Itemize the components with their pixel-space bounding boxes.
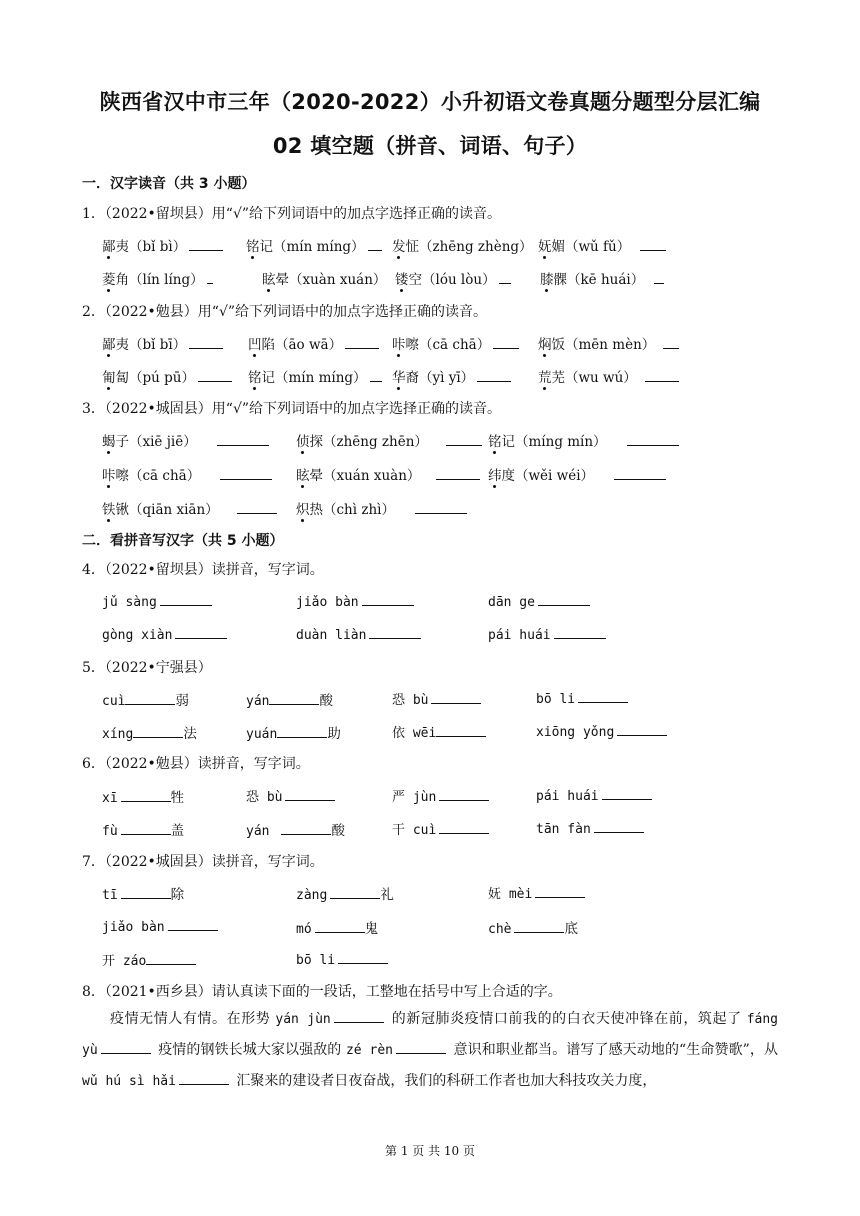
answer-blank[interactable] xyxy=(370,368,382,382)
word-item: 焖饭（mēn mèn） xyxy=(538,333,682,353)
pinyin-item: xíng 法 xyxy=(102,726,197,742)
word-item: 眩晕（xuàn xuán） xyxy=(262,268,386,288)
pinyin-item: jǔ sàng xyxy=(102,592,215,610)
answer-blank[interactable] xyxy=(362,592,414,606)
question-1-stem: 1．（2022•留坝县）用“√”给下列词语中的加点字选择正确的读音。 xyxy=(82,206,502,222)
word-item: 镂空（lóu lòu） xyxy=(395,268,514,288)
word-item: 鄙夷（bǐ bī） xyxy=(102,333,226,353)
question-5-row-2 xyxy=(0,722,860,742)
pinyin-item: 妩 mèi xyxy=(488,883,588,902)
answer-blank[interactable] xyxy=(439,820,489,834)
pinyin-item: tān fàn xyxy=(536,819,647,837)
answer-blank[interactable] xyxy=(217,432,269,446)
pinyin-item: bō li xyxy=(296,950,391,968)
question-7-row-3 xyxy=(0,950,860,970)
answer-blank[interactable] xyxy=(439,787,489,801)
answer-blank[interactable] xyxy=(446,432,482,446)
answer-blank[interactable] xyxy=(368,237,382,251)
answer-blank[interactable] xyxy=(617,722,667,736)
answer-blank[interactable] xyxy=(645,368,679,382)
answer-blank[interactable] xyxy=(602,786,652,800)
pinyin-item: duàn liàn xyxy=(296,625,424,643)
answer-blank[interactable] xyxy=(220,466,272,480)
question-4-row-2 xyxy=(0,625,860,645)
answer-blank[interactable] xyxy=(640,237,666,251)
question-7-row-2 xyxy=(0,917,860,937)
pinyin-item: zàng 礼 xyxy=(296,887,394,903)
answer-blank[interactable] xyxy=(554,625,606,639)
word-item: 匍匐（pú pū） xyxy=(102,366,235,386)
answer-blank[interactable] xyxy=(436,466,480,480)
answer-blank[interactable] xyxy=(614,466,666,480)
word-item: 妩媚（wǔ fǔ） xyxy=(538,235,669,255)
answer-blank[interactable] xyxy=(207,270,213,284)
answer-blank[interactable] xyxy=(121,885,171,899)
question-3-row-1 xyxy=(0,430,860,450)
answer-blank[interactable] xyxy=(431,690,481,704)
pinyin-item: dān ge xyxy=(488,592,593,610)
pinyin-item: xiōng yǒng xyxy=(536,722,670,740)
pinyin-item: 恐 bù xyxy=(246,786,338,805)
word-item: 铁锹（qiān xiān） xyxy=(102,498,280,518)
question-4-row-1 xyxy=(0,592,860,612)
answer-blank[interactable] xyxy=(269,691,319,705)
section-heading-1: 一．汉字读音（共 3 小题） xyxy=(82,176,256,192)
question-6-row-2 xyxy=(0,819,860,839)
question-7-row-1 xyxy=(0,883,860,903)
answer-blank[interactable] xyxy=(125,691,175,705)
question-7-stem: 7．（2022•城固县）读拼音，写字词。 xyxy=(82,854,324,870)
answer-blank[interactable] xyxy=(514,919,564,933)
pinyin-item: 严 jùn xyxy=(392,786,492,805)
answer-blank[interactable] xyxy=(369,625,421,639)
word-item: 眩晕（xuán xuàn） xyxy=(296,464,483,484)
doc-subtitle: 02 填空题（拼音、词语、句子） xyxy=(272,134,588,158)
doc-title: 陕西省汉中市三年（2020-2022）小升初语文卷真题分题型分层汇编 xyxy=(99,90,761,114)
pinyin-item: cuì 弱 xyxy=(102,693,189,709)
answer-blank[interactable] xyxy=(160,592,212,606)
pinyin-item: xī 牲 xyxy=(102,790,185,806)
question-2-row-2 xyxy=(0,366,860,386)
question-8-paragraph: 疫情无情人有情。在形势 yán jùn 的新冠肺炎疫情口前我的的白衣天使冲锋在前，筑起了 fáng yù 疫情的钢铁长城大家以强敌的 zé rèn 意识和职业都当。谱写了感天动地的“生命赞歌”，从 wǔ hú sì hǎi 汇聚来的建设者日夜奋战，我们的科研工作者也加大科技攻关力度， xyxy=(82,1011,779,1089)
question-1-row-2 xyxy=(0,268,860,288)
answer-blank[interactable] xyxy=(175,625,227,639)
pinyin-item: bō li xyxy=(536,689,631,707)
pinyin-item: mó 鬼 xyxy=(296,921,379,937)
answer-blank[interactable] xyxy=(121,788,171,802)
answer-blank[interactable] xyxy=(179,1071,229,1085)
pinyin-item: 开 záo xyxy=(102,950,199,969)
word-item: 炽热（chì zhì） xyxy=(296,498,470,518)
pinyin-item: jiǎo bàn xyxy=(296,592,417,610)
word-item: 膝髁（kē huái） xyxy=(540,268,667,288)
answer-blank[interactable] xyxy=(237,500,277,514)
answer-blank[interactable] xyxy=(415,500,467,514)
answer-blank[interactable] xyxy=(189,335,223,349)
word-item: 铭记（mín míng） xyxy=(248,366,385,386)
word-item: 铭记（mín míng） xyxy=(246,235,385,255)
pinyin-item: pái huái xyxy=(488,625,609,643)
answer-blank[interactable] xyxy=(101,1040,151,1054)
question-6-row-1 xyxy=(0,786,860,806)
pinyin-item: 恐 bù xyxy=(392,689,484,708)
pinyin-item: yán 酸 xyxy=(246,693,333,709)
answer-blank[interactable] xyxy=(277,724,327,738)
answer-blank[interactable] xyxy=(281,821,331,835)
question-2-row-1 xyxy=(0,333,860,353)
page-footer: 第 1 页 共 10 页 xyxy=(385,1144,475,1158)
word-item: 纬度（wěi wéi） xyxy=(488,464,669,484)
question-5-row-1 xyxy=(0,689,860,709)
answer-blank[interactable] xyxy=(133,724,183,738)
question-8-stem: 8．（2021•西乡县）请认真读下面的一段话，工整地在括号中写上合适的字。 xyxy=(82,984,562,1000)
answer-blank[interactable] xyxy=(146,951,196,965)
pinyin-item: jiǎo bàn xyxy=(102,917,221,935)
answer-blank[interactable] xyxy=(627,432,679,446)
word-item: 发怔（zhēng zhèng） xyxy=(392,235,533,255)
answer-blank[interactable] xyxy=(578,689,628,703)
answer-blank[interactable] xyxy=(338,950,388,964)
question-3-row-2 xyxy=(0,464,860,484)
answer-blank[interactable] xyxy=(594,819,644,833)
pinyin-item: pái huái xyxy=(536,786,655,804)
pinyin-item: yán 酸 xyxy=(246,823,345,839)
question-3-stem: 3．（2022•城固县）用“√”给下列词语中的加点字选择正确的读音。 xyxy=(82,401,502,417)
answer-blank[interactable] xyxy=(334,1009,384,1023)
answer-blank[interactable] xyxy=(198,368,232,382)
answer-blank[interactable] xyxy=(493,335,519,349)
pinyin-item: tī 除 xyxy=(102,887,185,903)
answer-blank[interactable] xyxy=(345,335,379,349)
word-item: 鄙夷（bǐ bì） xyxy=(102,235,226,255)
question-3-row-3 xyxy=(0,498,860,518)
word-item: 荒芜（wu wú） xyxy=(538,366,682,386)
word-item: 蝎子（xiē jiē） xyxy=(102,430,272,450)
question-6-stem: 6．（2022•勉县）读拼音，写字词。 xyxy=(82,756,310,772)
word-item: 咔嚓（cā chā） xyxy=(102,464,275,484)
answer-blank[interactable] xyxy=(477,368,511,382)
answer-blank[interactable] xyxy=(168,917,218,931)
answer-blank[interactable] xyxy=(535,884,585,898)
word-item: 菱角（lín líng） xyxy=(102,268,216,288)
pinyin-item: 依 wēi xyxy=(392,722,486,741)
answer-blank[interactable] xyxy=(499,270,511,284)
word-item: 咔嚓（cā chā） xyxy=(392,333,522,353)
question-1-row-1 xyxy=(0,235,860,255)
word-item: 铭记（míng mín） xyxy=(488,430,682,450)
question-2-stem: 2．（2022•勉县）用“√”给下列词语中的加点字选择正确的读音。 xyxy=(82,304,488,320)
word-item: 华裔（yì yī） xyxy=(392,366,514,386)
answer-blank[interactable] xyxy=(315,919,365,933)
pinyin-item: 干 cuì xyxy=(392,819,492,838)
question-4-stem: 4．（2022•留坝县）读拼音，写字词。 xyxy=(82,562,324,578)
answer-blank[interactable] xyxy=(436,723,486,737)
answer-blank[interactable] xyxy=(330,885,380,899)
word-item: 凹陷（āo wā） xyxy=(248,333,382,353)
answer-blank[interactable] xyxy=(654,270,664,284)
answer-blank[interactable] xyxy=(663,335,679,349)
word-item: 侦探（zhēng zhēn） xyxy=(296,430,485,450)
answer-blank[interactable] xyxy=(538,592,590,606)
pinyin-item: yuán 助 xyxy=(246,726,341,742)
answer-blank[interactable] xyxy=(121,821,171,835)
section-heading-2: 二．看拼音写汉字（共 5 小题） xyxy=(82,533,284,549)
question-5-stem: 5．（2022•宁强县） xyxy=(82,660,212,676)
pinyin-item: chè 底 xyxy=(488,921,578,937)
answer-blank[interactable] xyxy=(189,237,223,251)
answer-blank[interactable] xyxy=(396,1040,446,1054)
pinyin-item: fù 盖 xyxy=(102,823,185,839)
pinyin-item: gòng xiàn xyxy=(102,625,230,643)
answer-blank[interactable] xyxy=(285,787,335,801)
